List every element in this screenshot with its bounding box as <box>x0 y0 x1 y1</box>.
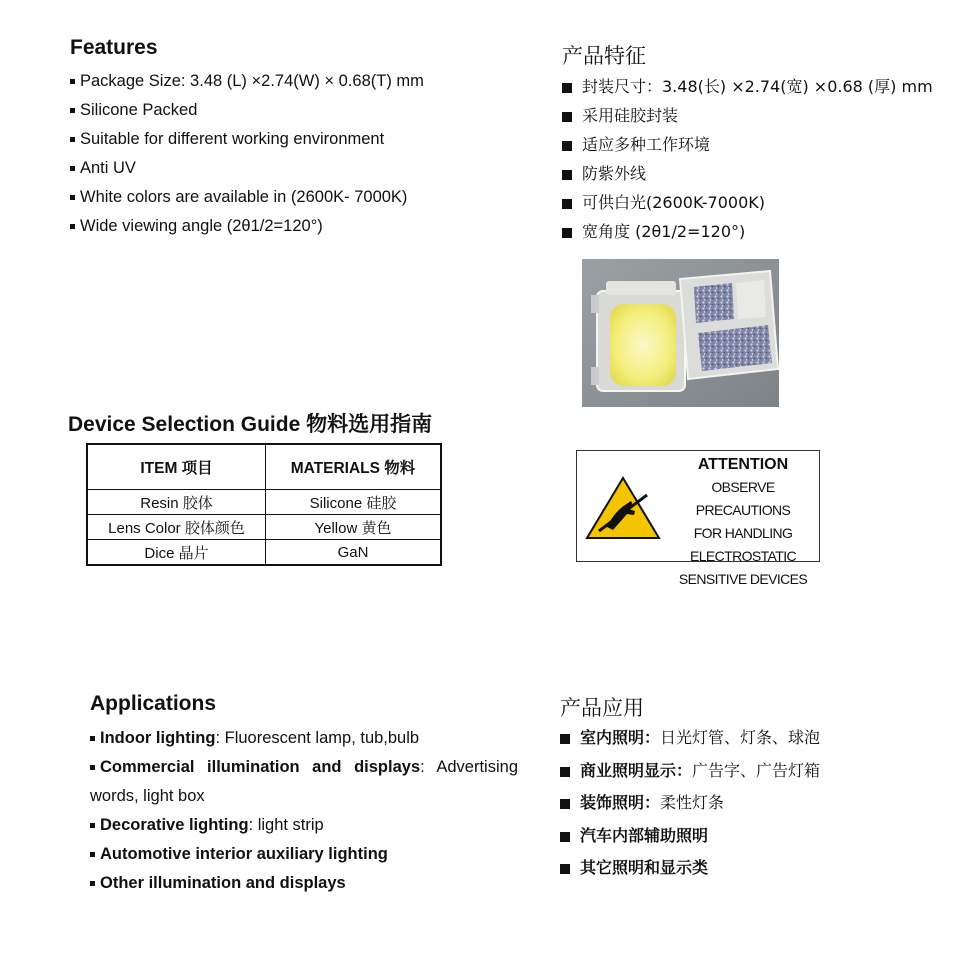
application-item: Automotive interior auxiliary lighting <box>90 840 518 869</box>
table-cell: Resin 胶体 <box>87 490 266 515</box>
application-cn-item: 其它照明和显示类 <box>560 852 820 885</box>
bullet-square-icon <box>90 852 95 857</box>
led-package-illustration <box>582 259 779 407</box>
bullet-square-icon <box>562 170 572 180</box>
table-row <box>87 515 441 540</box>
bullet-square-icon <box>70 195 75 200</box>
bullet-square-icon <box>560 799 570 809</box>
bullet-square-icon <box>70 224 75 229</box>
table-cell: Silicone 硅胶 <box>266 490 442 515</box>
feature-item: Anti UV <box>70 154 424 183</box>
guide-title: Device Selection Guide 物料选用指南 <box>68 413 433 436</box>
attention-line: OBSERVE PRECAUTIONS <box>695 479 791 518</box>
bullet-square-icon <box>562 199 572 209</box>
bullet-square-icon <box>70 108 75 113</box>
table-cell: GaN <box>266 540 442 566</box>
feature-cn-item: 适应多种工作环境 <box>562 130 933 159</box>
bullet-square-icon <box>560 734 570 744</box>
bullet-square-icon <box>90 881 95 886</box>
table-row <box>87 490 441 515</box>
header-materials: MATERIALS 物料 <box>266 444 442 490</box>
bullet-square-icon <box>562 141 572 151</box>
feature-cn-item: 封装尺寸：3.48(长) ×2.74(宽) ×0.68 (厚) mm <box>562 72 933 101</box>
device-selection-table <box>86 443 442 566</box>
attention-text <box>665 453 821 591</box>
header-item: ITEM 项目 <box>87 444 266 490</box>
application-cn-item: 商业照明显示：广告字、广告灯箱 <box>560 755 820 788</box>
features-title: Features <box>70 36 158 59</box>
attention-line: SENSITIVE DEVICES <box>678 571 808 587</box>
table-row <box>87 540 441 566</box>
application-cn-item: 室内照明：日光灯管、灯条、球泡 <box>560 722 820 755</box>
bullet-square-icon <box>562 228 572 238</box>
bullet-square-icon <box>560 767 570 777</box>
feature-item: Silicone Packed <box>70 96 424 125</box>
bullet-square-icon <box>560 832 570 842</box>
table-header-row <box>87 444 441 490</box>
applications-title: Applications <box>90 692 217 715</box>
bullet-square-icon <box>562 112 572 122</box>
bullet-square-icon <box>90 823 95 828</box>
applications-cn-list <box>560 722 820 885</box>
application-cn-item: 汽车内部辅助照明 <box>560 820 820 853</box>
feature-cn-item: 防紫外线 <box>562 159 933 188</box>
bullet-square-icon <box>70 137 75 142</box>
led-product-photo <box>582 259 779 407</box>
feature-item: Suitable for different working environment <box>70 125 424 154</box>
feature-item: Package Size: 3.48 (L) ×2.74(W) × 0.68(T) mm <box>70 67 424 96</box>
bullet-square-icon <box>562 83 572 93</box>
bullet-square-icon <box>70 166 75 171</box>
feature-cn-item: 宽角度 (2θ1/2=120°) <box>562 217 933 246</box>
table-cell: Dice 晶片 <box>87 540 266 566</box>
application-item: Other illumination and displays <box>90 869 518 898</box>
feature-item: White colors are available in (2600K- 7000K) <box>70 183 424 212</box>
feature-item: Wide viewing angle (2θ1/2=120°) <box>70 212 424 241</box>
attention-line: FOR HANDLING <box>693 525 793 541</box>
bullet-square-icon <box>70 79 75 84</box>
attention-title: ATTENTION <box>697 456 789 473</box>
table-cell: Lens Color 胶体颜色 <box>87 515 266 540</box>
esd-warning-icon <box>585 475 661 541</box>
attention-line: ELECTROSTATIC <box>689 548 797 564</box>
bullet-square-icon <box>90 736 95 741</box>
features-list <box>70 67 424 241</box>
bullet-square-icon <box>90 765 95 770</box>
application-item: Commercial illumination and displays: Advertising words, light box <box>90 758 518 805</box>
esd-attention-box <box>576 450 820 587</box>
feature-cn-item: 采用硅胶封装 <box>562 101 933 130</box>
feature-cn-item: 可供白光(2600K-7000K) <box>562 188 933 217</box>
applications-list <box>90 724 518 898</box>
table-cell: Yellow 黄色 <box>266 515 442 540</box>
application-cn-item: 装饰照明：柔性灯条 <box>560 787 820 820</box>
features-cn-list <box>562 72 933 246</box>
features-cn-title: 产品特征 <box>562 44 646 68</box>
applications-cn-title: 产品应用 <box>560 696 644 720</box>
application-item: Decorative lighting: light strip <box>90 811 518 840</box>
bullet-square-icon <box>560 864 570 874</box>
application-item: Indoor lighting: Fluorescent lamp, tub,bulb <box>90 724 518 753</box>
